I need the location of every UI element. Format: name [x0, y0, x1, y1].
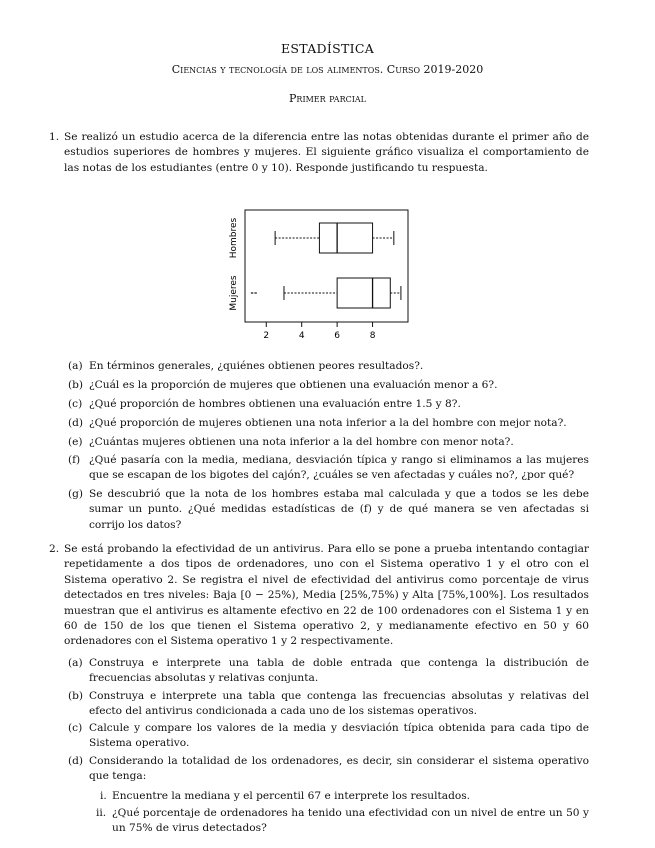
q2-item-label: (a)	[68, 657, 83, 669]
q1-item-text: Se descubrió que la nota de los hombres estaba mal calculada y que a todos se les debe sumar un punto. ¿Qué medidas estadísticas de (f) y de qué manera se ven afectadas si corrijo los datos?	[89, 488, 589, 531]
q1-item-text: ¿Qué pasaría con la media, mediana, desviación típica y rango si eliminamos a las mujeres que se escapan de los bigotes del cajón?, ¿cuáles se ven afectadas y cuáles no?, ¿por qué?	[89, 454, 589, 482]
plot-frame	[245, 210, 408, 322]
q2-item-text: Construya e interprete una tabla que contenga las frecuencias absolutas y relativas del efecto del antivirus condicionada a cada uno de los sistemas operativos.	[89, 690, 589, 718]
q2-subitem-label: ii.	[96, 807, 107, 819]
boxplot-chart	[220, 200, 420, 350]
q1-item-label: (d)	[68, 417, 84, 429]
q1-item-text: ¿Cuál es la proporción de mujeres que obtienen una evaluación menor a 6?.	[89, 379, 498, 391]
ylabel-mujeres: Mujeres	[229, 275, 239, 311]
q2-item-label: (b)	[68, 690, 84, 702]
mujeres-box	[337, 278, 390, 308]
q2-subitem-text: Encuentre la mediana y el percentil 67 e interprete los resultados.	[112, 790, 471, 802]
q1-statement: Se realizó un estudio acerca de la diferencia entre las notas obtenidas durante el primer año de estudios superiores de hombres y mujeres. El siguiente gráfico visualiza el comportamiento de las notas de los estudiantes (entre 0 y 10). Responde justificando tu respuesta.	[64, 131, 589, 174]
q2-item-text: Considerando la totalidad de los ordenadores, es decir, sin considerar el sistema operativo que tenga:	[89, 755, 589, 783]
course-subtitle: Ciencias y tecnología de los alimentos. Curso 2019-2020	[171, 63, 484, 76]
q1-item-label: (b)	[68, 379, 84, 391]
q2-item-label: (d)	[68, 755, 84, 767]
x-tick-label: 2	[263, 331, 270, 341]
q1-item-text: En términos generales, ¿quiénes obtienen peores resultados?.	[89, 360, 424, 372]
q2-item-text: Construya e interprete una tabla de doble entrada que contenga la distribución de frecuencias absolutas y relativas conjunta.	[89, 657, 589, 685]
x-tick-label: 4	[298, 331, 305, 341]
q2-subitem-label: i.	[100, 790, 107, 802]
q2-subitem-text: ¿Qué porcentaje de ordenadores ha tenido una efectividad con un nivel de entre un 50 y un 75% de virus detectados?	[112, 807, 589, 835]
q1-item-label: (a)	[68, 360, 83, 372]
exam-name: Primer parcial	[289, 92, 366, 105]
q1-item-text: ¿Qué proporción de mujeres obtienen una nota inferior a la del hombre con mejor nota?.	[89, 417, 567, 429]
q1-item-text: ¿Cuántas mujeres obtienen una nota inferior a la del hombre con menor nota?.	[89, 436, 514, 448]
page-title: ESTADÍSTICA	[280, 41, 375, 56]
q2-statement: Se está probando la efectividad de un antivirus. Para ello se pone a prueba intentando contagiar repetidamente a dos tipos de ordenadores, uno con el Sistema operativo 1 y el otro con el Sistema operativo 2. Se registra el nivel de efectividad del antivirus como porcentaje de virus detectados en tres niveles: Baja [0 − 25%), Media [25%,75%) y Alta [75%,100%]. Los resultados muestran que el antivirus es altamente efectivo en 22 de 100 ordenadores con el Sistema 1 y en 60 de 150 de los que tienen el Sistema operativo 2, y medianamente efectivo en 50 y 60 ordenadores con el Sistema operativo 1 y 2 respectivamente.	[64, 543, 589, 648]
q2-number: 2.	[49, 543, 60, 555]
q1-number: 1.	[49, 131, 60, 143]
q1-item-label: (g)	[68, 488, 84, 500]
x-tick-label: 6	[334, 331, 340, 341]
q2-item-text: Calcule y compare los valores de la media y desviación típica obtenida para cada tipo de Sistema operativo.	[89, 722, 589, 750]
q1-item-text: ¿Qué proporción de hombres obtienen una evaluación entre 1.5 y 8?.	[89, 398, 461, 410]
q2-item-label: (c)	[68, 722, 83, 734]
q1-item-label: (e)	[68, 436, 83, 448]
x-tick-label: 8	[369, 331, 376, 341]
q1-item-label: (f)	[68, 454, 81, 466]
q1-item-label: (c)	[68, 398, 83, 410]
ylabel-hombres: Hombres	[229, 217, 239, 259]
hombres-box	[319, 223, 372, 253]
